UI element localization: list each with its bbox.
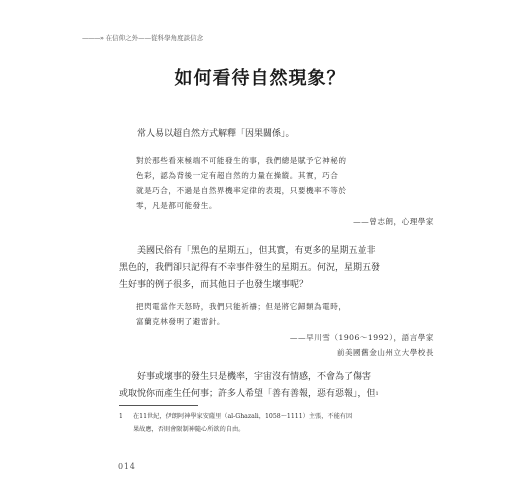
quote-line: 富蘭克林發明了避雷針。 [136, 317, 226, 326]
attribution-line: 前美國舊金山州立大學校長 [336, 348, 434, 357]
paragraph-probability [119, 369, 439, 403]
quote-line: 對於那些看來極端不可能發生的事，我們總是賦予它神秘的 [136, 156, 347, 165]
paragraph-line: 好事或壞事的發生只是機率，宇宙沒有情感，不會為了傷害 [137, 372, 372, 382]
footnote [119, 410, 439, 436]
quote-attribution: ——曾志朗，心理學家 [353, 217, 434, 226]
quote-line: 把閃電當作天怒時，我們只能祈禱；但是將它歸類為電時， [136, 302, 347, 311]
paragraph-intro: 常人易以超自然方式解釋「因果關係」。 [137, 129, 295, 139]
running-header [82, 33, 203, 42]
paragraph-line: 美國民俗有「黑色的星期五」，但其實，有更多的星期五並非 [137, 246, 376, 256]
quote-hayakawa [136, 299, 434, 329]
footnote-line: 1 在11世紀，伊朗阿神學家安薩里（al-Ghazali，1058～1111）主張，不能有因 [119, 410, 439, 423]
quote-line: 就是巧合，不過是自然界機率定律的表現，只要機率不等於 [136, 186, 347, 195]
paragraph-black-friday [119, 243, 439, 294]
quote-attribution [290, 330, 434, 360]
running-header-text: 在信仰之外——從科學角度談信念 [105, 34, 204, 42]
attribution-line: ——早川雪（1906～1992），語言學家 [289, 333, 434, 342]
page-title: 如何看待自然現象？ [174, 68, 346, 89]
quote-zeng [136, 153, 434, 213]
footnote-divider [119, 405, 198, 406]
paragraph-line: 或取悅你而產生任何事；許多人希望「善有善報，惡有惡報」，但$^1$ [119, 389, 379, 399]
footnote-number: 1 [119, 413, 123, 420]
arrow-icon: ———» [82, 34, 104, 42]
page-number: 014 [118, 462, 136, 471]
quote-line: 色彩，認為背後一定有超自然的力量在操縱。其實，巧合 [136, 171, 339, 180]
paragraph-line: 黑色的，我們卻只記得有不幸事件發生的星期五。何況，星期五發 [119, 263, 381, 273]
footnote-line: 果故應，否則會限制神隨心所欲的自由。 [133, 426, 245, 433]
paragraph-line: 生好事的例子很多，而其他日子也發生壞事呢？ [119, 280, 309, 290]
quote-line: 零，凡是都可能發生。 [136, 201, 217, 210]
footnote-ref: 1 [375, 391, 379, 397]
